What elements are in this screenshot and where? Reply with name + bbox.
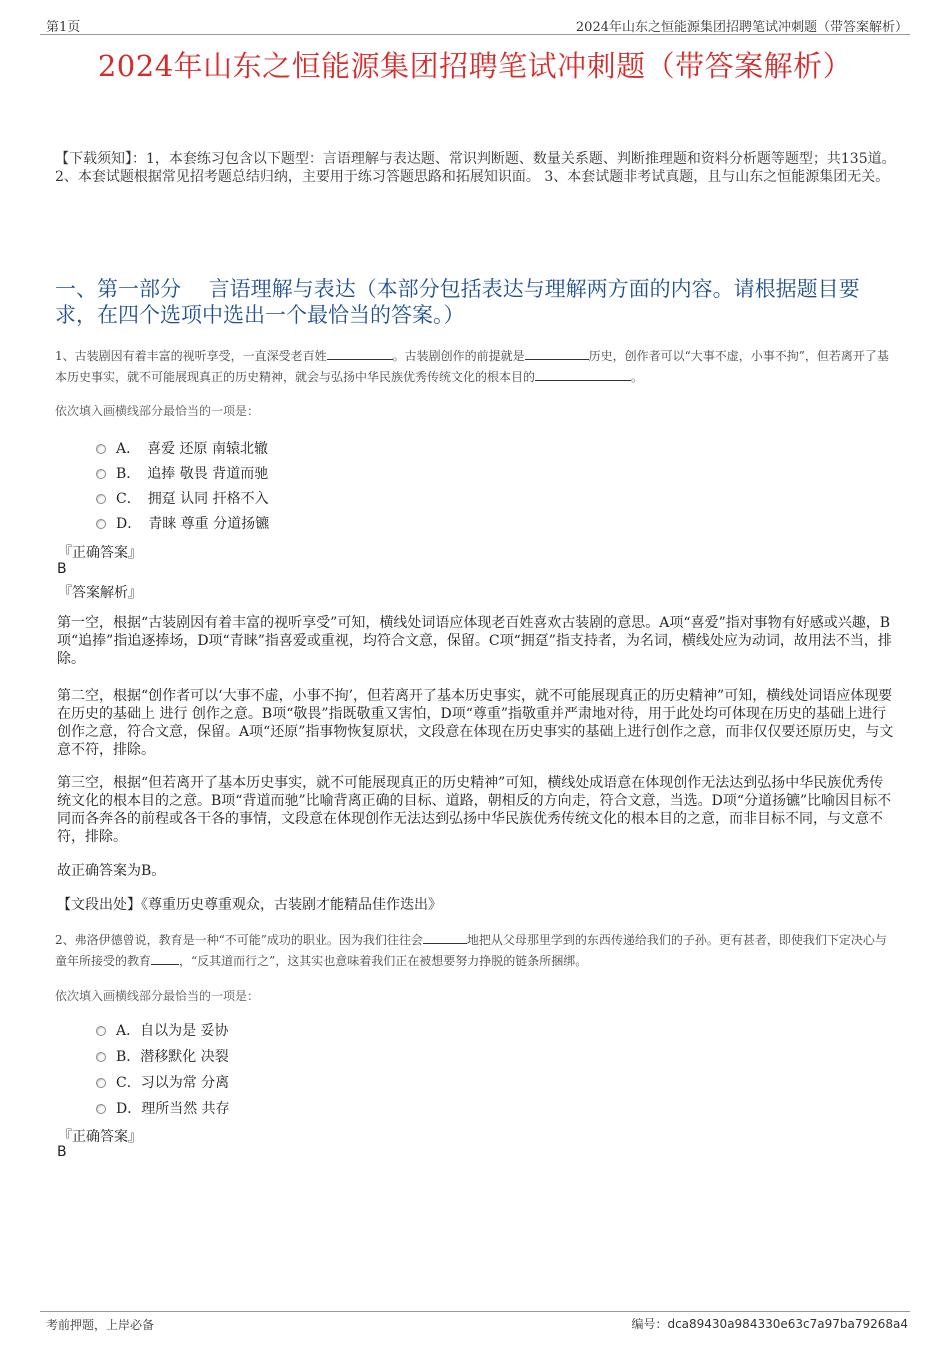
radio-icon[interactable] (96, 469, 106, 479)
blank-3 (535, 368, 631, 381)
option-c[interactable]: C．习以为常 分离 (96, 1072, 230, 1098)
option-b[interactable]: B．潜移默化 决裂 (96, 1046, 230, 1072)
radio-icon[interactable] (96, 519, 106, 529)
blank-1 (327, 347, 393, 360)
question-2-stem: 2、弗洛伊德曾说，教育是一种“不可能”成功的职业。因为我们往往会 地把从父母那里学到的东西传递给我们的子孙。更有甚者，即使我们下定决心与童年所接受的教育 ，“反其道而行之”，这其实也意味着我们正在被想要努力挣脱的链条所捆绑。 (55, 933, 887, 968)
footer-slogan: 考前押题，上岸必备 (46, 1318, 155, 1332)
analysis-conclusion: 故正确答案为B。 (57, 863, 166, 879)
page-footer (40, 1311, 910, 1332)
document-code: 编号：dca89430a984330e63c7a97ba79268a4 (631, 1317, 908, 1331)
option-a[interactable]: A．自以为是 妥协 (96, 1020, 230, 1046)
question-1-stem: 1、古装剧因有着丰富的视听享受，一直深受老百姓 。古装剧创作的前提就是 历史，创作者可以“大事不虚，小事不拘”，但若离开了基本历史事实，就不可能展现真正的历史精神，就会与弘扬中华民族优秀传统文化的根本目的 。 (55, 349, 889, 384)
section-title: 一、第一部分 言语理解与表达（本部分包括表达与理解两方面的内容。请根据题目要求，在四个选项中选出一个最恰当的答案。） (55, 277, 860, 327)
correct-answer: B (57, 1144, 67, 1160)
radio-icon[interactable] (96, 1104, 106, 1114)
radio-icon[interactable] (96, 1078, 106, 1088)
option-d[interactable]: D． 青睐 尊重 分道扬镳 (96, 513, 269, 538)
correct-answer-label: 『正确答案』 (58, 1129, 142, 1145)
correct-answer: B (57, 561, 67, 577)
blank-2 (151, 952, 179, 965)
radio-icon[interactable] (96, 444, 106, 454)
blank-2 (525, 347, 589, 360)
blank-1 (423, 931, 467, 944)
page-header (40, 14, 910, 35)
radio-icon[interactable] (96, 1026, 106, 1036)
passage-source: 【文段出处】《尊重历史尊重观众，古装剧才能精品佳作迭出》 (57, 897, 442, 913)
download-notice: 【下载须知】：1，本套练习包含以下题型：言语理解与表达题、常识判断题、数量关系题、判断推理题和资料分析题等题型；共135道。 2、本套试题根据常见招考题总结归纳，主要用于练习答题思路和拓展知识面。 3、本套试题非考试真题，且与山东之恒能源集团无关。 (55, 151, 896, 185)
analysis-paragraph-1: 第一空，根据“古装剧因有着丰富的视听享受”可知，横线处词语应体现老百姓喜欢古装剧的意思。A项“喜爱”指对事物有好感或兴趣，B项“追捧”指追逐捧场，D项“青睐”指喜爱或重视，均符合文意，保留。C项“拥趸”指支持者，为名词，横线处应为动词，故用法不当，排除。 (57, 615, 892, 667)
question-2-prompt: 依次填入画横线部分最恰当的一项是： (55, 989, 260, 1003)
header-doc-title: 2024年山东之恒能源集团招聘笔试冲刺题（带答案解析） (575, 20, 908, 35)
radio-icon[interactable] (96, 494, 106, 504)
analysis-paragraph-3: 第三空，根据“但若离开了基本历史事实，就不可能展现真正的历史精神”可知，横线处成语意在体现创作无法达到弘扬中华民族优秀传统文化的根本目的之意。B项“背道而驰”比喻背离正确的目标、道路，朝相反的方向走，符合文意，当选。D项“分道扬镳”比喻因目标不同而各奔各的前程或各干各的事情，文段意在体现创作无法达到弘扬中华民族优秀传统文化的根本目的之意，而非目标不同，与文意不符，排除。 (57, 775, 892, 845)
option-c[interactable]: C． 拥趸 认同 扞格不入 (96, 488, 269, 513)
correct-answer-label: 『正确答案』 (58, 545, 142, 561)
option-a[interactable]: A． 喜爱 还原 南辕北辙 (96, 438, 269, 463)
analysis-label: 『答案解析』 (58, 585, 142, 601)
page-number: 第1页 (46, 20, 81, 35)
analysis-paragraph-2: 第二空，根据“创作者可以‘大事不虚，小事不拘’，但若离开了基本历史事实，就不可能展现真正的历史精神”可知，横线处词语应体现要在历史的基础上 进行 创作之意。B项“敬畏”指既敬重又害怕，D项“尊重”指敬重并严肃地对待，用于此处均可体现在历史的基础上进行创作之意，符合文意，保留。A项“还原”指事物恢复原状，文段意在体现在历史事实的基础上进行创作之意，而非仅仅要还原历史，与文意不符，排除。 (57, 688, 894, 758)
option-b[interactable]: B． 追捧 敬畏 背道而驰 (96, 463, 269, 488)
question-1-options (96, 438, 269, 538)
question-1-prompt: 依次填入画横线部分最恰当的一项是： (55, 404, 260, 418)
option-d[interactable]: D．理所当然 共存 (96, 1098, 230, 1124)
document-title: 2024年山东之恒能源集团招聘笔试冲刺题（带答案解析） (97, 49, 853, 83)
question-2-options (96, 1020, 230, 1124)
radio-icon[interactable] (96, 1052, 106, 1062)
